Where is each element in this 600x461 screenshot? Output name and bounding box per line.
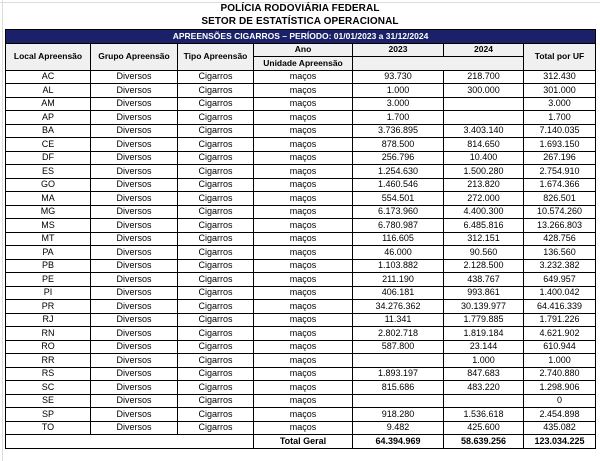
column-header-tipo: Tipo Apreensão: [178, 43, 254, 70]
table-row: [6, 340, 596, 354]
cell-total-uf: 435.082: [524, 421, 596, 435]
table-row: [6, 84, 596, 98]
table-row: [6, 70, 596, 84]
cell-tipo: Cigarros: [178, 111, 254, 125]
cell-uf: MA: [6, 192, 91, 206]
cell-2023: 815.686: [353, 381, 444, 395]
cell-uf: DF: [6, 151, 91, 165]
cell-2023: 587.800: [353, 340, 444, 354]
cell-grupo: Diversos: [91, 286, 178, 300]
cell-uf: AM: [6, 97, 91, 111]
cell-total-uf: 10.574.260: [524, 205, 596, 219]
cell-grupo: Diversos: [91, 124, 178, 138]
column-header-total-uf: Total por UF: [524, 43, 596, 70]
cell-uf: MG: [6, 205, 91, 219]
cell-uf: AL: [6, 84, 91, 98]
cell-total-uf: 1.000: [524, 354, 596, 368]
cell-grupo: Diversos: [91, 408, 178, 422]
cell-grupo: Diversos: [91, 219, 178, 233]
table-row: [6, 165, 596, 179]
cell-tipo: Cigarros: [178, 205, 254, 219]
table-row: [6, 300, 596, 314]
report-title-line2: SETOR DE ESTATÍSTICA OPERACIONAL: [201, 15, 399, 27]
cell-tipo: Cigarros: [178, 300, 254, 314]
table-row: [6, 97, 596, 111]
cell-2023: 256.796: [353, 151, 444, 165]
cell-unidade: maços: [254, 219, 353, 233]
column-header-2023: 2023: [353, 43, 444, 57]
table-row: [6, 381, 596, 395]
cell-uf: SC: [6, 381, 91, 395]
cell-2023: 1.893.197: [353, 367, 444, 381]
cell-2023: 3.736.895: [353, 124, 444, 138]
cell-grupo: Diversos: [91, 381, 178, 395]
cell-total-uf: 7.140.035: [524, 124, 596, 138]
cell-2023: 1.000: [353, 84, 444, 98]
cell-unidade: maços: [254, 151, 353, 165]
column-header-ano: Ano: [254, 43, 353, 57]
table-row: [6, 313, 596, 327]
cell-2023: 34.276.362: [353, 300, 444, 314]
cell-2024: 438.767: [444, 273, 524, 287]
cell-2024: 425.600: [444, 421, 524, 435]
cell-grupo: Diversos: [91, 151, 178, 165]
cell-2023: 9.482: [353, 421, 444, 435]
cell-total-uf: 301.000: [524, 84, 596, 98]
table-row: [6, 286, 596, 300]
table-row: [6, 111, 596, 125]
table-row: [6, 138, 596, 152]
cell-2023: 93.730: [353, 70, 444, 84]
cell-unidade: maços: [254, 70, 353, 84]
cell-2023: 46.000: [353, 246, 444, 260]
cell-grupo: Diversos: [91, 354, 178, 368]
cell-2023: 1.460.546: [353, 178, 444, 192]
cell-grupo: Diversos: [91, 205, 178, 219]
cell-grupo: Diversos: [91, 313, 178, 327]
cell-2024: 1.779.885: [444, 313, 524, 327]
cell-total-uf: 3.000: [524, 97, 596, 111]
cell-unidade: maços: [254, 273, 353, 287]
cell-unidade: maços: [254, 246, 353, 260]
cell-unidade: maços: [254, 84, 353, 98]
cell-tipo: Cigarros: [178, 273, 254, 287]
table-row: [6, 394, 596, 408]
cell-unidade: maços: [254, 138, 353, 152]
cell-2024: 814.650: [444, 138, 524, 152]
total-uf-value: 123.034.225: [524, 435, 596, 449]
cell-unidade: maços: [254, 97, 353, 111]
cell-total-uf: 428.756: [524, 232, 596, 246]
cell-tipo: Cigarros: [178, 151, 254, 165]
cell-2023: 1.103.882: [353, 259, 444, 273]
cell-2024: 993.861: [444, 286, 524, 300]
cell-tipo: Cigarros: [178, 178, 254, 192]
cell-grupo: Diversos: [91, 246, 178, 260]
cell-total-uf: 312.430: [524, 70, 596, 84]
cell-uf: BA: [6, 124, 91, 138]
cell-grupo: Diversos: [91, 367, 178, 381]
cell-uf: SP: [6, 408, 91, 422]
cell-unidade: maços: [254, 165, 353, 179]
cell-unidade: maços: [254, 367, 353, 381]
cell-2024: 10.400: [444, 151, 524, 165]
table-row: [6, 192, 596, 206]
cell-2024: 6.485.816: [444, 219, 524, 233]
table-body: [6, 70, 596, 435]
cell-uf: PR: [6, 300, 91, 314]
cell-total-uf: 1.298.906: [524, 381, 596, 395]
cell-2023: 11.341: [353, 313, 444, 327]
cell-2023: 918.280: [353, 408, 444, 422]
cell-grupo: Diversos: [91, 111, 178, 125]
cell-2024: 90.560: [444, 246, 524, 260]
cell-unidade: maços: [254, 381, 353, 395]
cell-2024: 312.151: [444, 232, 524, 246]
table-row: [6, 259, 596, 273]
cell-2024: 1.819.184: [444, 327, 524, 341]
cell-uf: RJ: [6, 313, 91, 327]
cell-tipo: Cigarros: [178, 259, 254, 273]
cell-uf: PI: [6, 286, 91, 300]
cell-2023: [353, 354, 444, 368]
cell-grupo: Diversos: [91, 421, 178, 435]
cell-uf: TO: [6, 421, 91, 435]
cell-unidade: maços: [254, 421, 353, 435]
cell-unidade: maços: [254, 300, 353, 314]
cell-tipo: Cigarros: [178, 381, 254, 395]
table-row: [6, 178, 596, 192]
cell-grupo: Diversos: [91, 84, 178, 98]
cell-tipo: Cigarros: [178, 97, 254, 111]
cell-grupo: Diversos: [91, 70, 178, 84]
cell-2023: 1.254.630: [353, 165, 444, 179]
cell-2023: 878.500: [353, 138, 444, 152]
cell-tipo: Cigarros: [178, 313, 254, 327]
cell-2023: 6.780.987: [353, 219, 444, 233]
cell-tipo: Cigarros: [178, 394, 254, 408]
cell-2023: 116.605: [353, 232, 444, 246]
cell-total-uf: 2.754.910: [524, 165, 596, 179]
total-2024-value: 58.639.256: [444, 435, 524, 449]
cell-unidade: maços: [254, 327, 353, 341]
cell-uf: RO: [6, 340, 91, 354]
cell-tipo: Cigarros: [178, 219, 254, 233]
table-row: [6, 205, 596, 219]
table-head: [6, 30, 596, 71]
cell-unidade: maços: [254, 408, 353, 422]
cell-uf: MS: [6, 219, 91, 233]
cell-2024: 30.139.977: [444, 300, 524, 314]
cell-2024: 213.820: [444, 178, 524, 192]
cell-grupo: Diversos: [91, 259, 178, 273]
cell-2024: 1.536.618: [444, 408, 524, 422]
cell-uf: RR: [6, 354, 91, 368]
table-row: [6, 151, 596, 165]
header-row-1: [6, 43, 596, 57]
cell-unidade: maços: [254, 286, 353, 300]
cell-unidade: maços: [254, 232, 353, 246]
cell-tipo: Cigarros: [178, 286, 254, 300]
cell-unidade: maços: [254, 205, 353, 219]
cell-total-uf: 4.621.902: [524, 327, 596, 341]
cell-tipo: Cigarros: [178, 165, 254, 179]
cell-tipo: Cigarros: [178, 124, 254, 138]
cell-uf: RN: [6, 327, 91, 341]
cell-total-uf: 610.944: [524, 340, 596, 354]
cell-uf: PB: [6, 259, 91, 273]
column-header-local: Local Apreensão: [6, 43, 91, 70]
cell-2024: 483.220: [444, 381, 524, 395]
cell-unidade: maços: [254, 340, 353, 354]
table-row: [6, 421, 596, 435]
cell-total-uf: 1.791.226: [524, 313, 596, 327]
column-header-grupo: Grupo Apreensão: [91, 43, 178, 70]
cell-grupo: Diversos: [91, 273, 178, 287]
banner-row: [6, 30, 596, 44]
cell-tipo: Cigarros: [178, 138, 254, 152]
total-2023-value: 64.394.969: [353, 435, 444, 449]
cell-uf: AC: [6, 70, 91, 84]
cell-2024: 23.144: [444, 340, 524, 354]
cell-uf: CE: [6, 138, 91, 152]
cell-total-uf: 1.693.150: [524, 138, 596, 152]
cell-total-uf: 267.196: [524, 151, 596, 165]
table-row: [6, 219, 596, 233]
cell-2024: 847.683: [444, 367, 524, 381]
table-row: [6, 273, 596, 287]
cell-tipo: Cigarros: [178, 421, 254, 435]
cell-2023: [353, 394, 444, 408]
cell-uf: MT: [6, 232, 91, 246]
table-foot: [6, 435, 596, 449]
cell-2024: 4.400.300: [444, 205, 524, 219]
total-geral-label: Total Geral: [254, 435, 353, 449]
cell-total-uf: 1.700: [524, 111, 596, 125]
report-titles: [5, 3, 595, 28]
table-row: [6, 232, 596, 246]
cell-total-uf: 3.232.382: [524, 259, 596, 273]
cell-tipo: Cigarros: [178, 408, 254, 422]
cell-total-uf: 649.957: [524, 273, 596, 287]
cell-tipo: Cigarros: [178, 327, 254, 341]
cell-unidade: maços: [254, 354, 353, 368]
cell-uf: RS: [6, 367, 91, 381]
cell-2023: 3.000: [353, 97, 444, 111]
cell-unidade: maços: [254, 259, 353, 273]
table-row: [6, 124, 596, 138]
cell-grupo: Diversos: [91, 97, 178, 111]
cell-total-uf: 2.454.898: [524, 408, 596, 422]
cell-2023: 211.190: [353, 273, 444, 287]
cell-tipo: Cigarros: [178, 192, 254, 206]
cell-grupo: Diversos: [91, 232, 178, 246]
table-row: [6, 327, 596, 341]
faint-gridline-vertical: [2, 0, 3, 461]
cell-2024: [444, 111, 524, 125]
seizures-table: [5, 29, 596, 449]
table-row: [6, 367, 596, 381]
cell-2023: 2.802.718: [353, 327, 444, 341]
cell-uf: ES: [6, 165, 91, 179]
table-row: [6, 246, 596, 260]
cell-2023: 554.501: [353, 192, 444, 206]
cell-unidade: maços: [254, 111, 353, 125]
cell-grupo: Diversos: [91, 165, 178, 179]
total-row-spacer: [6, 435, 254, 449]
total-row: [6, 435, 596, 449]
table-row: [6, 354, 596, 368]
cell-2024: 3.403.140: [444, 124, 524, 138]
cell-tipo: Cigarros: [178, 354, 254, 368]
cell-unidade: maços: [254, 192, 353, 206]
cell-uf: PA: [6, 246, 91, 260]
cell-uf: GO: [6, 178, 91, 192]
cell-grupo: Diversos: [91, 327, 178, 341]
report-title-line1: POLÍCIA RODOVIÁRIA FEDERAL: [220, 3, 380, 14]
cell-total-uf: 13.266.803: [524, 219, 596, 233]
column-header-2024: 2024: [444, 43, 524, 57]
cell-tipo: Cigarros: [178, 70, 254, 84]
cell-2023: 6.173.960: [353, 205, 444, 219]
cell-tipo: Cigarros: [178, 340, 254, 354]
cell-total-uf: 0: [524, 394, 596, 408]
cell-grupo: Diversos: [91, 340, 178, 354]
cell-unidade: maços: [254, 178, 353, 192]
period-banner: APREENSÕES CIGARROS – PERÍODO: 01/01/2023 a 31/12/2024: [6, 30, 596, 44]
cell-total-uf: 64.416.339: [524, 300, 596, 314]
cell-2023: 406.181: [353, 286, 444, 300]
header-empty-cell: [353, 57, 524, 71]
cell-tipo: Cigarros: [178, 232, 254, 246]
cell-total-uf: 2.740.880: [524, 367, 596, 381]
cell-2024: 218.700: [444, 70, 524, 84]
cell-2024: [444, 97, 524, 111]
cell-grupo: Diversos: [91, 178, 178, 192]
cell-uf: PE: [6, 273, 91, 287]
cell-2024: 1.000: [444, 354, 524, 368]
cell-grupo: Diversos: [91, 300, 178, 314]
cell-2023: 1.700: [353, 111, 444, 125]
cell-unidade: maços: [254, 124, 353, 138]
cell-grupo: Diversos: [91, 138, 178, 152]
table-row: [6, 408, 596, 422]
cell-total-uf: 136.560: [524, 246, 596, 260]
cell-grupo: Diversos: [91, 192, 178, 206]
column-header-unidade: Unidade Apreensão: [254, 57, 353, 71]
cell-unidade: maços: [254, 394, 353, 408]
cell-total-uf: 1.400.042: [524, 286, 596, 300]
cell-tipo: Cigarros: [178, 84, 254, 98]
cell-2024: 2.128.500: [444, 259, 524, 273]
cell-grupo: Diversos: [91, 394, 178, 408]
cell-total-uf: 1.674.366: [524, 178, 596, 192]
cell-tipo: Cigarros: [178, 367, 254, 381]
cell-uf: SE: [6, 394, 91, 408]
cell-total-uf: 826.501: [524, 192, 596, 206]
cell-tipo: Cigarros: [178, 246, 254, 260]
cell-2024: 300.000: [444, 84, 524, 98]
cell-unidade: maços: [254, 313, 353, 327]
cell-2024: [444, 394, 524, 408]
cell-2024: 272.000: [444, 192, 524, 206]
cell-uf: AP: [6, 111, 91, 125]
cell-2024: 1.500.280: [444, 165, 524, 179]
